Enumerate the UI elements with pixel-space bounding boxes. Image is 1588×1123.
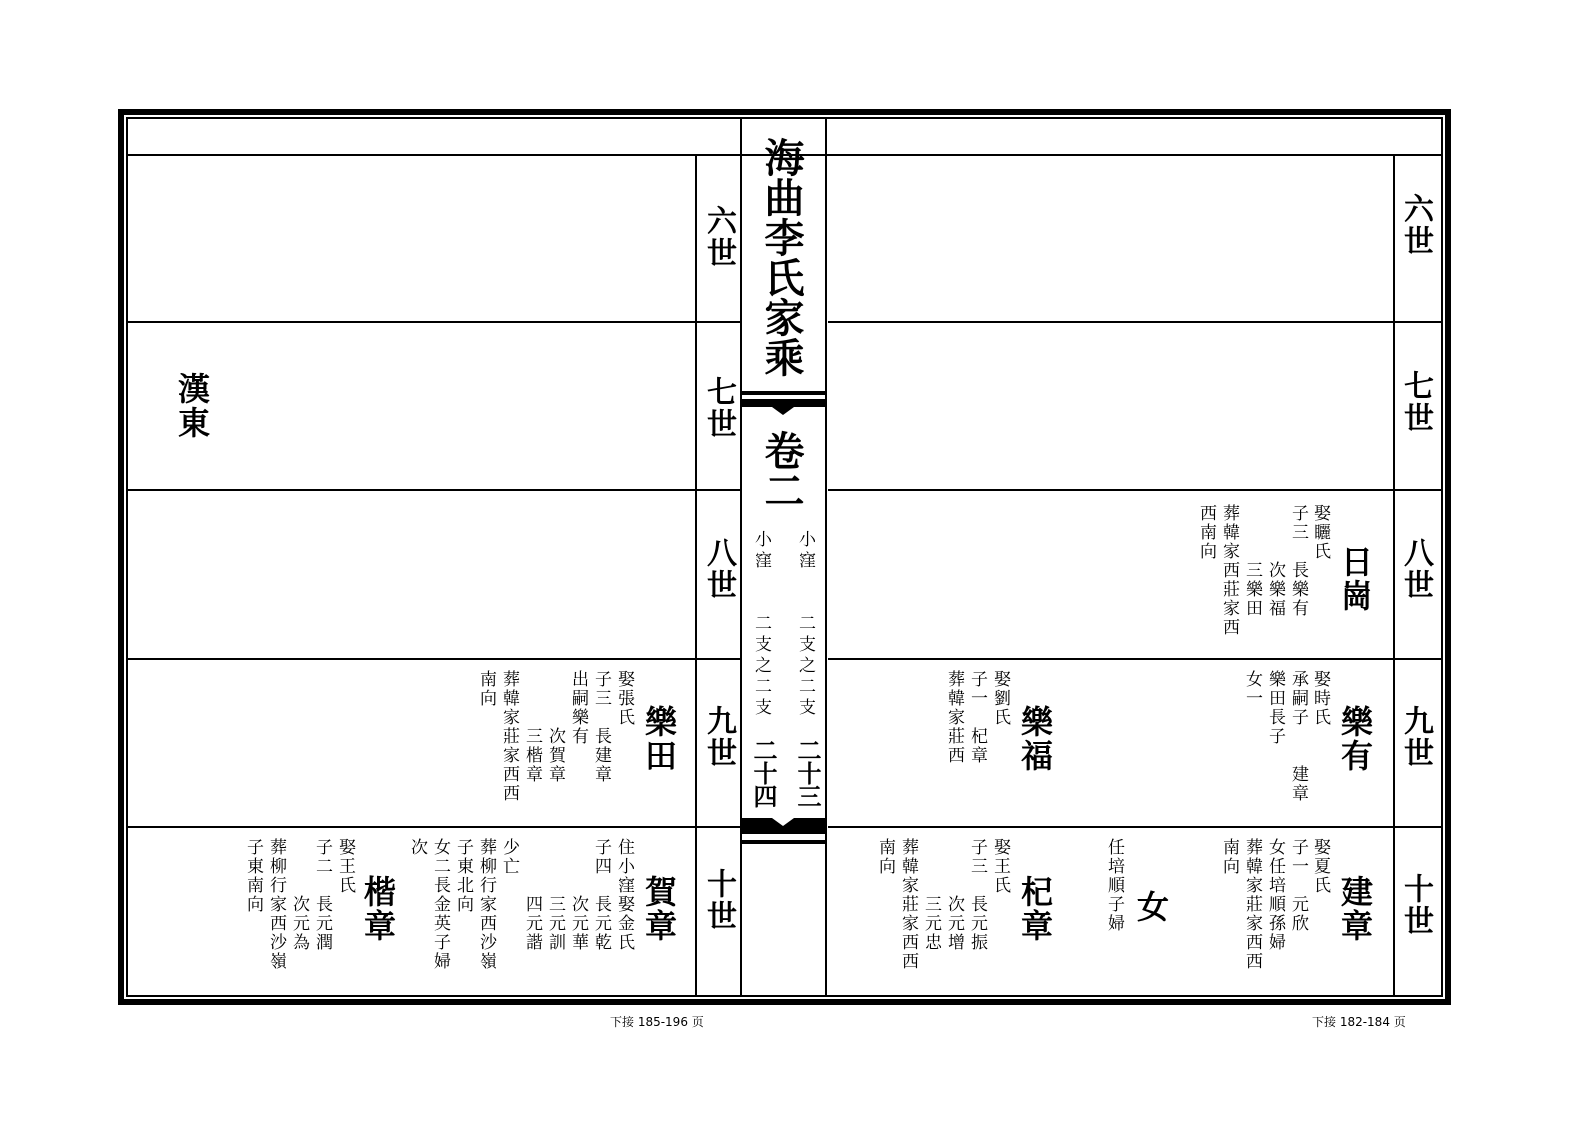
note-letian-2: 子三 長建章 bbox=[591, 670, 611, 784]
note-hezhang-5: 四元諧 bbox=[522, 838, 542, 952]
note-letian-1: 娶張氏 bbox=[614, 670, 634, 727]
note-jianzhang-1: 娶夏氏 bbox=[1310, 838, 1330, 895]
row-line-6-7 bbox=[128, 321, 740, 323]
right-page-footer: 下接 182-184 页 bbox=[1312, 1015, 1406, 1029]
right-gen-8: 八世 bbox=[1398, 537, 1433, 601]
branch-label-right: 小窪 二支之二支 bbox=[795, 530, 815, 719]
person-name-lefu: 樂福 bbox=[1016, 705, 1054, 773]
note-letian-7: 南向 bbox=[476, 670, 496, 708]
note-leyou-4: 女一 bbox=[1242, 670, 1262, 708]
note-hezhang-2: 子四 長元乾 bbox=[591, 838, 611, 952]
note-qizhang-6: 南向 bbox=[875, 838, 895, 876]
note-rigang-1: 娶矖氏 bbox=[1310, 504, 1330, 561]
note-letian-5: 三楷章 bbox=[522, 670, 542, 784]
note-hezhang-3: 次元華 bbox=[568, 838, 588, 952]
row-line-7-8 bbox=[828, 489, 1441, 491]
person-name-jianzhang: 建章 bbox=[1336, 875, 1374, 943]
note-lefu-3: 葬韓家莊西 bbox=[944, 670, 964, 765]
note-rigang-5: 葬韓家西莊家西 bbox=[1219, 504, 1239, 637]
right-gen-7: 七世 bbox=[1398, 370, 1433, 434]
note-rigang-3: 次樂福 bbox=[1265, 504, 1285, 618]
note-letian-3: 出嗣樂有 bbox=[568, 670, 588, 746]
note-jianzhang-2: 子一 元欣 bbox=[1288, 838, 1308, 933]
left-gen-column-line bbox=[695, 154, 697, 995]
person-name-hezhang: 賀章 bbox=[640, 875, 678, 943]
right-gen-column-line bbox=[1393, 154, 1395, 995]
row-line-8-9 bbox=[828, 658, 1441, 660]
note-lefu-1: 娶劉氏 bbox=[990, 670, 1010, 727]
note-hezhang-6: 少亡 bbox=[499, 838, 519, 876]
row-line-8-9 bbox=[128, 658, 740, 660]
note-kaizhang-2: 子二 長元潤 bbox=[312, 838, 332, 952]
note-rigang-4: 三樂田 bbox=[1242, 504, 1262, 618]
note-rigang-6: 西南向 bbox=[1196, 504, 1216, 561]
person-name-leyou: 樂有 bbox=[1336, 705, 1374, 773]
left-gen-9: 九世 bbox=[701, 705, 736, 769]
note-letian-4: 次賀章 bbox=[545, 670, 565, 784]
note-letian-6: 葬韓家莊家西西 bbox=[499, 670, 519, 803]
row-line-6-7 bbox=[828, 321, 1441, 323]
note-rigang-2: 子三 長樂有 bbox=[1288, 504, 1308, 618]
note-leyou-2: 承嗣子 建章 bbox=[1288, 670, 1308, 803]
left-gen-6: 六世 bbox=[701, 205, 736, 269]
spine-right-line bbox=[825, 117, 827, 995]
note-qizhang-5: 葬韓家莊家西西 bbox=[898, 838, 918, 971]
note-qizhang-2: 子三 長元振 bbox=[967, 838, 987, 952]
left-gen-7: 七世 bbox=[701, 376, 736, 440]
page-number-left: 二十四 bbox=[749, 738, 778, 807]
note-hezhang-8: 子東北向 bbox=[453, 838, 473, 914]
person-name-handong: 漢東 bbox=[173, 372, 211, 440]
note-lefu-2: 子一 杞章 bbox=[967, 670, 987, 765]
note-hezhang-7: 葬柳行家西沙嶺 bbox=[476, 838, 496, 971]
volume-label: 卷二 bbox=[758, 430, 805, 510]
note-hezhang-9: 女二長金英子婦 bbox=[430, 838, 450, 971]
right-gen-10: 十世 bbox=[1398, 873, 1433, 937]
right-gen-9: 九世 bbox=[1398, 705, 1433, 769]
left-page-footer: 下接 185-196 页 bbox=[610, 1015, 704, 1029]
note-hezhang-10: 次 bbox=[407, 838, 427, 857]
note-kaizhang-5: 子東南向 bbox=[243, 838, 263, 914]
person-name-kaizhang: 楷章 bbox=[359, 875, 397, 943]
page-number-right: 二十三 bbox=[793, 738, 822, 807]
note-kaizhang-4: 葬柳行家西沙嶺 bbox=[266, 838, 286, 971]
spine-upper-fishtail bbox=[742, 385, 825, 425]
left-gen-8: 八世 bbox=[701, 537, 736, 601]
note-jianzhang-4: 葬韓家莊家西西 bbox=[1242, 838, 1262, 971]
note-qizhang-4: 三元忠 bbox=[921, 838, 941, 952]
person-name-rigang: 日崗 bbox=[1336, 545, 1374, 613]
note-hezhang-1: 住小窪娶金氏 bbox=[614, 838, 634, 952]
note-leyou-3: 樂田長子 bbox=[1265, 670, 1285, 746]
note-kaizhang-1: 娶王氏 bbox=[335, 838, 355, 895]
person-name-nv: 女 bbox=[1132, 890, 1170, 924]
note-qizhang-1: 娶王氏 bbox=[990, 838, 1010, 895]
note-jianzhang-5: 南向 bbox=[1219, 838, 1239, 876]
spine-left-line bbox=[740, 117, 742, 995]
note-qizhang-3: 次元增 bbox=[944, 838, 964, 952]
row-line-9-10 bbox=[128, 826, 740, 828]
note-leyou-1: 娶時氏 bbox=[1310, 670, 1330, 727]
note-jianzhang-3: 女任培順孫婦 bbox=[1265, 838, 1285, 952]
right-gen-6: 六世 bbox=[1398, 193, 1433, 257]
book-title: 海曲李氏家乘 bbox=[758, 137, 805, 377]
person-name-qizhang: 杞章 bbox=[1016, 875, 1054, 943]
row-line-9-10 bbox=[828, 826, 1441, 828]
person-name-letian: 樂田 bbox=[640, 705, 678, 773]
row-line-7-8 bbox=[128, 489, 740, 491]
note-kaizhang-3: 次元為 bbox=[289, 838, 309, 952]
spine-lower-fishtail bbox=[742, 818, 825, 854]
note-hezhang-4: 三元訓 bbox=[545, 838, 565, 952]
branch-label-left: 小窪 二支之二支 bbox=[751, 530, 771, 719]
left-gen-10: 十世 bbox=[701, 868, 736, 932]
note-nv-1: 任培順子婦 bbox=[1104, 838, 1124, 933]
